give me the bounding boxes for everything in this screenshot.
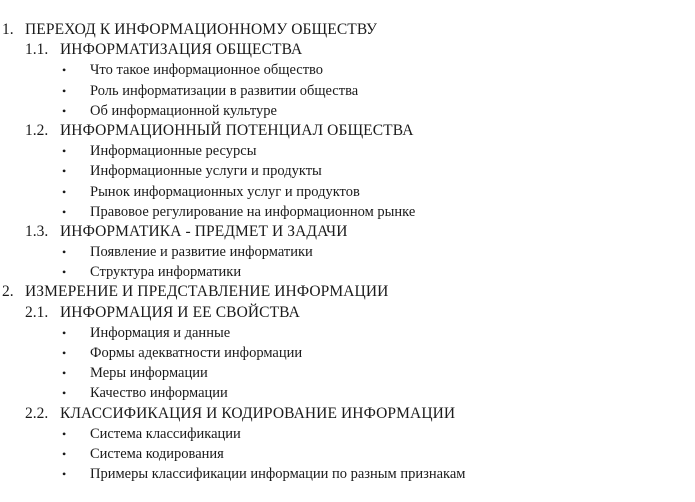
section-heading xyxy=(0,303,695,323)
section-number: 1.3. xyxy=(25,222,49,240)
list-item-text: Появление и развитие информатики xyxy=(90,244,313,261)
section-title: КЛАССИФИКАЦИЯ И КОДИРОВАНИЕ ИНФОРМАЦИИ xyxy=(60,404,456,422)
bullet-icon: • xyxy=(62,103,67,118)
section-title: ИНФОРМАЦИОННЫЙ ПОТЕНЦИАЛ ОБЩЕСТВА xyxy=(60,121,414,139)
list-item-text: Информационные ресурсы xyxy=(90,143,257,160)
bullet-icon: • xyxy=(62,184,67,199)
document-outline xyxy=(0,20,695,484)
list-item-text: Правовое регулирование на информационном рынке xyxy=(90,203,416,220)
list-item-text: Информационные услуги и продукты xyxy=(90,163,322,180)
list-item xyxy=(0,242,695,262)
bullet-icon: • xyxy=(62,204,67,219)
list-item-text: Формы адекватности информации xyxy=(90,345,303,361)
bullet-icon: • xyxy=(62,245,67,260)
chapter-number: 2. xyxy=(2,283,14,301)
list-item xyxy=(0,444,695,464)
chapter-title: ИЗМЕРЕНИЕ И ПРЕДСТАВЛЕНИЕ ИНФОРМАЦИИ xyxy=(25,283,389,301)
bullet-icon: • xyxy=(62,144,67,159)
bullet-icon: • xyxy=(62,446,67,461)
list-item xyxy=(0,101,695,121)
section-heading xyxy=(0,404,695,424)
chapter-heading xyxy=(0,282,695,302)
list-item-text: Об информационной культуре xyxy=(90,102,277,119)
list-item xyxy=(0,141,695,161)
chapter-heading xyxy=(0,20,695,40)
list-item-text: Роль информатизации в развитии общества xyxy=(90,82,359,99)
list-item xyxy=(0,182,695,202)
list-item xyxy=(0,60,695,80)
list-item-text: Информация и данные xyxy=(90,324,231,341)
chapter-title: ПЕРЕХОД К ИНФОРМАЦИОННОМУ ОБЩЕСТВУ xyxy=(25,21,378,38)
bullet-icon: • xyxy=(62,265,67,280)
list-item xyxy=(0,383,695,403)
section-heading xyxy=(0,121,695,141)
list-item-text: Примеры классификации информации по разным признакам xyxy=(90,466,466,483)
list-item-text: Система классификации xyxy=(90,425,241,442)
list-item-text: Структура информатики xyxy=(90,264,242,281)
section-number: 2.1. xyxy=(25,303,49,321)
section-title: ИНФОРМАТИЗАЦИЯ ОБЩЕСТВА xyxy=(60,41,303,59)
list-item-text: Что такое информационное общество xyxy=(90,62,324,79)
list-item xyxy=(0,424,695,444)
list-item-text: Качество информации xyxy=(90,385,228,402)
list-item xyxy=(0,81,695,101)
bullet-icon: • xyxy=(62,366,67,381)
bullet-icon: • xyxy=(62,83,67,98)
bullet-icon: • xyxy=(62,346,67,360)
list-item-text: Рынок информационных услуг и продуктов xyxy=(90,183,360,200)
section-number: 2.2. xyxy=(25,404,49,422)
list-item-text: Система кодирования xyxy=(90,445,224,462)
list-item xyxy=(0,464,695,484)
list-item xyxy=(0,323,695,343)
section-number: 1.1. xyxy=(25,41,49,59)
bullet-icon: • xyxy=(62,386,67,401)
list-item xyxy=(0,262,695,282)
bullet-icon: • xyxy=(62,426,67,441)
bullet-icon: • xyxy=(62,63,67,78)
list-item xyxy=(0,161,695,181)
list-item-text: Меры информации xyxy=(90,365,208,382)
section-heading xyxy=(0,222,695,242)
bullet-icon: • xyxy=(62,325,67,340)
section-title: ИНФОРМАТИКА - ПРЕДМЕТ И ЗАДАЧИ xyxy=(60,222,348,240)
section-heading xyxy=(0,40,695,60)
list-item xyxy=(0,202,695,222)
list-item xyxy=(0,363,695,383)
section-number: 1.2. xyxy=(25,121,49,139)
section-title: ИНФОРМАЦИЯ И ЕЕ СВОЙСТВА xyxy=(60,303,300,321)
list-item xyxy=(0,343,695,363)
bullet-icon: • xyxy=(62,164,67,179)
chapter-number: 1. xyxy=(2,21,14,38)
bullet-icon: • xyxy=(62,467,67,482)
